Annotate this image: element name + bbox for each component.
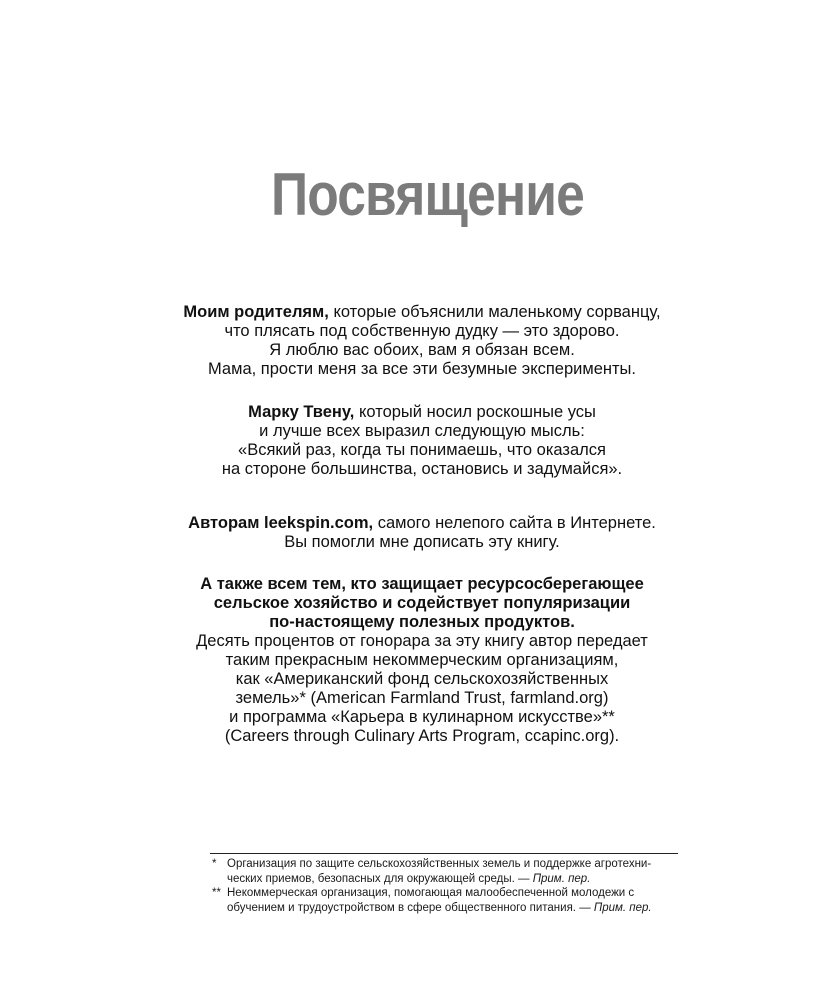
text-line: таким прекрасным некоммерческим организациям, (225, 651, 619, 669)
footnote-span: ческих приемов, безопасных для окружающей среды. — (227, 872, 533, 885)
dedication-parents (12, 303, 820, 379)
footnote-line: Организация по защите сельскохозяйственных земель и поддержке агротехни- (227, 858, 652, 870)
text-line: что плясать под собственную дудку — это здорово. (224, 322, 620, 340)
translator-note: Прим. пер. (593, 901, 652, 914)
footnote-divider (210, 853, 678, 854)
text-line: земель»* (American Farmland Trust, farmland.org) (235, 689, 609, 707)
page-title: Посвящение (270, 161, 584, 228)
text-line: на стороне большинства, остановись и задумайся». (221, 460, 623, 478)
footnote-marker: * (212, 858, 217, 870)
footnote-line (227, 901, 652, 916)
text-line: и лучше всех выразил следующую мысль: (259, 422, 585, 440)
footnote-2 (212, 886, 692, 915)
bold-lead: Моим родителям, (183, 303, 329, 321)
text-span: которые объяснили маленькому сорванцу, (328, 303, 661, 321)
text-line: Я люблю вас обоих, вам я обязан всем. (269, 341, 575, 359)
footnotes (212, 857, 692, 915)
dedication-farming (12, 575, 820, 746)
bold-line: сельское хозяйство и содействует популяризации (213, 594, 631, 612)
text-line: Мама, прости меня за все эти безумные эксперименты. (208, 360, 636, 378)
footnote-text (227, 886, 652, 915)
bold-lead: Авторам leekspin.com, (188, 514, 374, 532)
footnote-text (227, 857, 651, 886)
text-line: (Careers through Culinary Arts Program, ccapinc.org). (224, 727, 620, 745)
text-line: и программа «Карьера в кулинарном искусстве»** (229, 708, 615, 726)
translator-note: Прим. пер. (532, 872, 591, 885)
text-span: самого нелепого сайта в Интернете. (373, 514, 656, 532)
text-line: как «Американский фонд сельскохозяйственных (235, 670, 609, 688)
text-line (12, 514, 820, 533)
text-line (12, 303, 820, 322)
text-span: который носил роскошные усы (354, 403, 596, 421)
dedication-leekspin (12, 514, 820, 552)
footnote-1 (212, 857, 692, 886)
text-line (12, 403, 820, 422)
bold-line: А также всем тем, кто защищает ресурсосберегающее (200, 575, 644, 593)
footnote-line (227, 872, 651, 887)
bold-line: по-настоящему полезных продуктов. (269, 613, 575, 631)
footnote-line: Некоммерческая организация, помогающая малообеспеченной молодежи с (227, 887, 635, 900)
footnote-marker: ** (212, 887, 221, 900)
text-line: Вы помогли мне дописать эту книгу. (284, 533, 560, 551)
bold-lead: Марку Твену, (248, 403, 355, 421)
dedication-twain (12, 403, 820, 479)
footnote-span: обучением и трудоустройством в сфере общественного питания. — (227, 901, 594, 914)
text-line: «Всякий раз, когда ты понимаешь, что оказался (238, 441, 606, 459)
text-line: Десять процентов от гонорара за эту книгу автор передает (196, 632, 648, 650)
